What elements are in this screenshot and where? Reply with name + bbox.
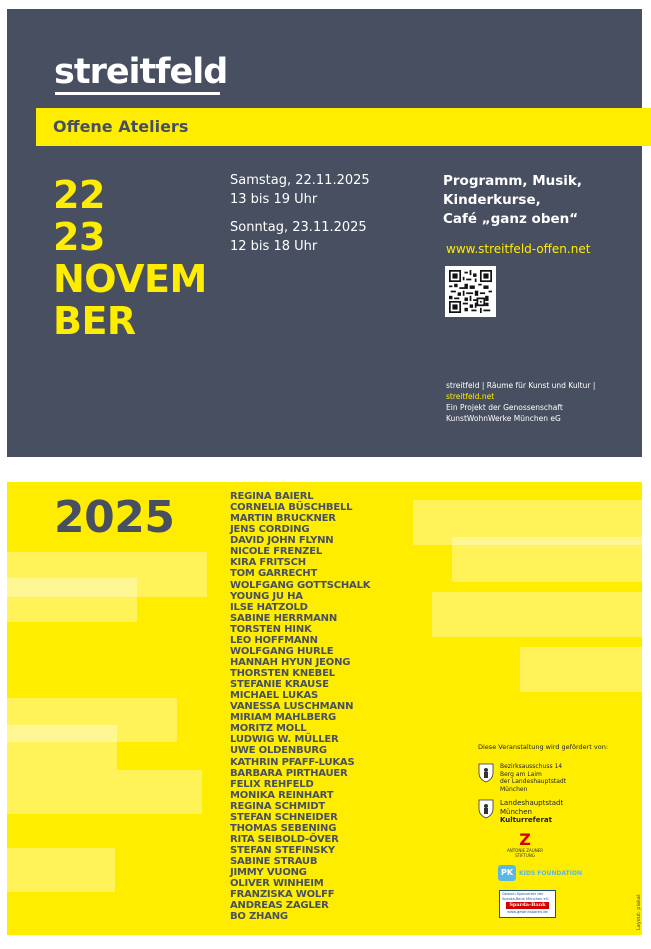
big-date-month-part2: BER	[53, 299, 136, 343]
decor-rect	[452, 537, 642, 582]
artist-name: JIMMY VUONG	[230, 867, 307, 879]
event-card-back	[7, 482, 642, 935]
artist-name: JENS CORDING	[230, 524, 310, 536]
program-line: Programm, Musik,	[443, 173, 583, 189]
artist-name: WOLFGANG HURLE	[230, 645, 334, 657]
sponsor-text: Landeshauptstadt	[500, 799, 564, 807]
sponsors-title: Diese Veranstaltung wird gefördert von:	[478, 743, 609, 751]
layout-credit: Layout: plakat	[636, 894, 642, 930]
sponsor-text: der Landeshauptstadt	[500, 778, 567, 785]
program-line: Café „ganz oben“	[443, 211, 579, 227]
artist-name: STEFAN SCHNEIDER	[230, 811, 338, 823]
sponsor-text: STIFTUNG	[515, 853, 535, 858]
footer-line: Ein Projekt der Genossenschaft	[446, 403, 563, 412]
artist-name: MONIKA REINHART	[230, 789, 334, 801]
sponsor-text: Berg am Laim	[500, 770, 542, 778]
banner-title: Offene Ateliers	[53, 117, 189, 136]
decor-rect	[7, 578, 137, 622]
decor-rect	[7, 770, 202, 814]
artist-name: NICOLE FRENZEL	[230, 546, 322, 558]
artist-name: FRANZISKA WOLFF	[230, 889, 335, 901]
sponsor-text: Kulturreferat	[500, 816, 552, 824]
decor-rect	[7, 725, 117, 770]
zauner-logo-icon: Z	[519, 830, 531, 849]
sponsor-text: ANTONIE ZAUNER	[507, 848, 543, 853]
sponsor-text: Gewinn-Sparverein der	[502, 892, 544, 896]
artist-name: WOLFGANG GOTTSCHALK	[230, 579, 371, 591]
sponsor-text: www.gewinnsparen.de	[507, 910, 548, 914]
artist-name: LEO HOFFMANN	[230, 634, 318, 646]
artist-name: SABINE HERRMANN	[230, 612, 337, 624]
decor-rect	[7, 848, 115, 892]
artist-name: REGINA BAIERL	[230, 491, 314, 502]
artist-name: MIRIAM MAHLBERG	[230, 712, 337, 724]
sponsor-kids-foundation	[498, 865, 582, 881]
artist-name: STEFAN STEFINSKY	[230, 845, 335, 856]
artist-name: ILSE HATZOLD	[230, 601, 308, 613]
artist-name: ANDREAS ZAGLER	[230, 900, 329, 912]
artist-name: MICHAEL LUKAS	[230, 690, 319, 702]
qr-code[interactable]	[445, 266, 496, 317]
sponsor-text: München	[500, 807, 532, 816]
artist-name: THORSTEN KNEBEL	[230, 668, 335, 679]
day2-time: 12 bis 18 Uhr	[230, 239, 318, 254]
artist-name: VANESSA LUSCHMANN	[230, 701, 354, 713]
sponsor-text: München	[500, 785, 528, 793]
day2-date: Sonntag, 23.11.2025	[230, 220, 367, 235]
artist-name: DAVID JOHN FLYNN	[230, 535, 334, 547]
munich-crest-icon	[478, 763, 494, 783]
artist-name: CORNELIA BÜSCHBELL	[230, 502, 353, 514]
footer-link[interactable]: streitfeld.net	[446, 392, 495, 401]
artist-name: RITA SEIBOLD-ÖVER	[230, 833, 339, 845]
pk-logo-icon: PK	[498, 865, 516, 881]
artist-name: FELIX REHFELD	[230, 778, 314, 790]
artist-name: STEFANIE KRAUSE	[230, 679, 329, 691]
big-date-month-part1: NOVEM	[53, 257, 207, 301]
artist-name: KIRA FRITSCH	[230, 557, 306, 569]
sponsor-text: Bezirksausschuss 14	[500, 763, 563, 770]
qr-code-icon	[449, 270, 492, 313]
day1-time: 13 bis 19 Uhr	[230, 192, 318, 207]
artist-name: REGINA SCHMIDT	[230, 800, 325, 812]
artist-name: THOMAS SEBENING	[230, 822, 337, 834]
artist-name: YOUNG JU HA	[230, 590, 303, 602]
artist-name: TOM GARRECHT	[230, 568, 318, 580]
sponsor-kulturreferat	[478, 799, 563, 825]
artist-name: BO ZHANG	[230, 911, 288, 923]
footer-line: streitfeld | Räume für Kunst und Kultur |	[446, 381, 596, 390]
sponsor-text: Sparda-Bank München eG	[502, 896, 549, 901]
munich-crest-icon	[478, 799, 494, 819]
title-banner	[36, 108, 651, 146]
website-link[interactable]: www.streitfeld-offen.net	[446, 242, 591, 256]
decor-rect	[432, 592, 642, 637]
decor-rect	[520, 647, 642, 692]
program-line: Kinderkurse,	[443, 192, 541, 208]
logo-underline	[55, 92, 220, 95]
artist-name: SABINE STRAUB	[230, 856, 318, 868]
artist-name: OLIVER WINHEIM	[230, 878, 324, 890]
streitfeld-logo: streitfeld	[54, 52, 228, 92]
artist-name: HANNAH HYUN JEONG	[230, 656, 351, 668]
artist-name: TORSTEN HINK	[230, 623, 312, 635]
sponsor-bezirksausschuss	[478, 763, 566, 793]
day1-date: Samstag, 22.11.2025	[230, 173, 370, 188]
artist-name: LUDWIG W. MÜLLER	[230, 734, 339, 746]
footer-line: KunstWohnWerke München eG	[446, 414, 561, 423]
artist-name: MORITZ MOLL	[230, 723, 307, 735]
big-date-day2: 23	[53, 215, 105, 259]
sparda-bank-logo: Sparda-Bank	[506, 902, 549, 909]
sponsor-antonie-zauner	[500, 832, 550, 858]
event-card-front	[7, 9, 642, 457]
artist-name: BARBARA PIRTHAUER	[230, 767, 348, 779]
artist-list	[230, 491, 370, 922]
artist-name: UWE OLDENBURG	[230, 745, 327, 757]
artist-name: KATHRIN PFAFF-LUKAS	[230, 756, 355, 768]
program-info	[443, 172, 582, 229]
artist-name: MARTIN BRUCKNER	[230, 513, 336, 525]
sponsor-text: KIDS FOUNDATION	[519, 869, 582, 877]
big-date-day1: 22	[53, 173, 105, 217]
year-title: 2025	[54, 492, 175, 543]
organizer-footer	[446, 380, 595, 424]
sponsor-sparda-bank	[499, 890, 556, 918]
